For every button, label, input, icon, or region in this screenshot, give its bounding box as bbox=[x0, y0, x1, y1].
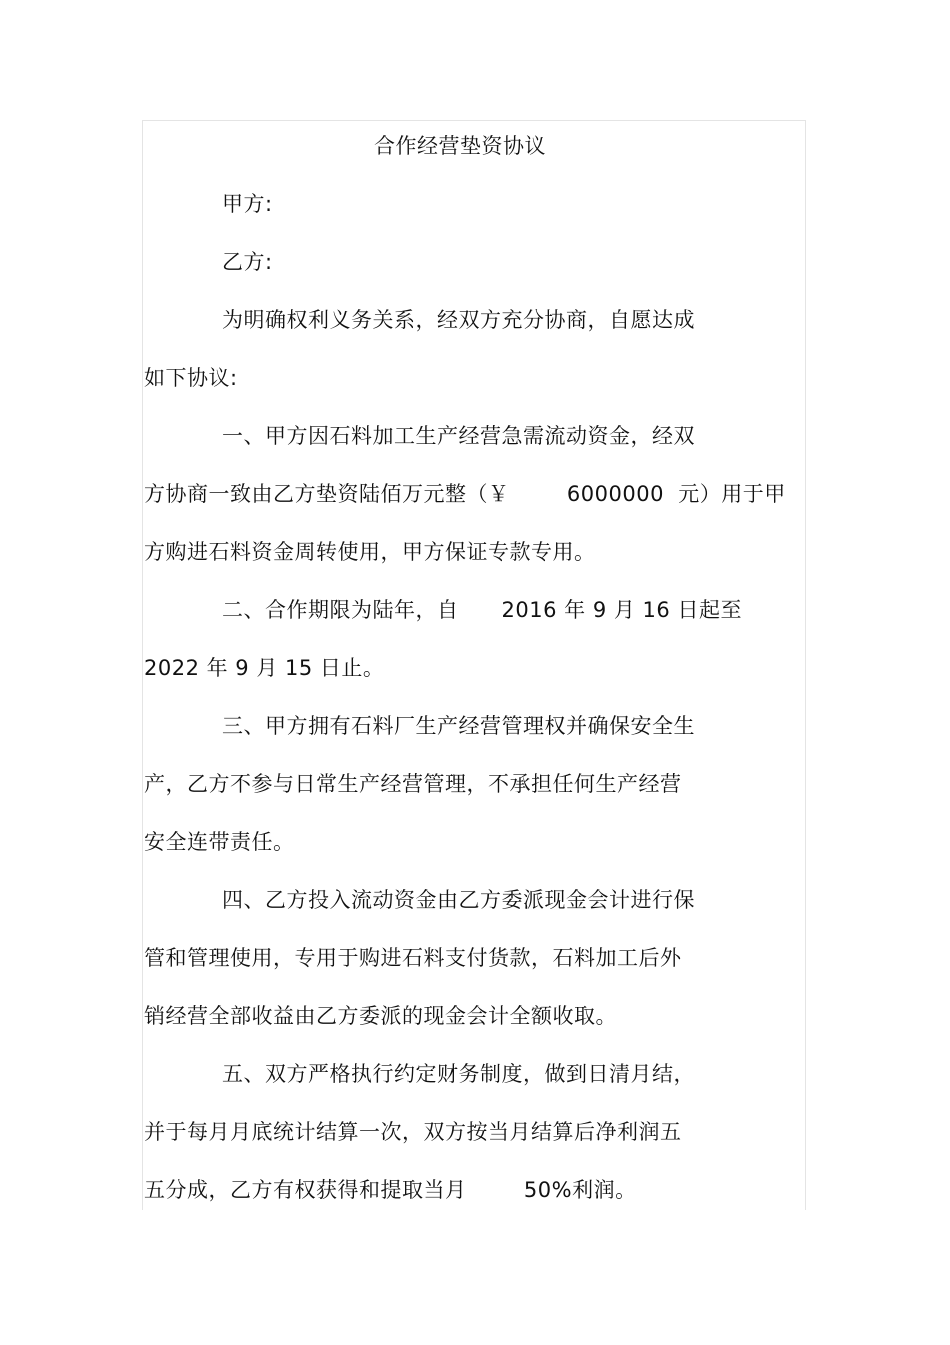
clause-4-line: 销经营全部收益由乙方委派的现金会计全额收取。 bbox=[144, 1004, 617, 1028]
clause-3-line: 安全连带责任。 bbox=[144, 830, 295, 854]
clause-3-line: 三、甲方拥有石料厂生产经营管理权并确保安全生 bbox=[222, 714, 695, 738]
clause-5-line: 五分成，乙方有权获得和提取当月 50%利润。 bbox=[144, 1178, 637, 1202]
clause-5-line: 并于每月月底统计结算一次，双方按当月结算后净利润五 bbox=[144, 1120, 682, 1144]
document-title: 合作经营垫资协议 bbox=[374, 134, 546, 158]
preamble-line: 如下协议: bbox=[144, 366, 238, 390]
clause-1-line: 一、甲方因石料加工生产经营急需流动资金，经双 bbox=[222, 424, 695, 448]
clause-3-line: 产，乙方不参与日常生产经营管理，不承担任何生产经营 bbox=[144, 772, 682, 796]
clause-2-line: 2022 年 9 月 15 日止。 bbox=[144, 656, 385, 680]
party-b-line: 乙方: bbox=[222, 250, 273, 274]
party-a-line: 甲方: bbox=[222, 192, 273, 216]
clause-2-line: 二、合作期限为陆年，自 2016 年 9 月 16 日起至 bbox=[222, 598, 742, 622]
preamble-line: 为明确权利义务关系，经双方充分协商，自愿达成 bbox=[222, 308, 695, 332]
clause-4-line: 四、乙方投入流动资金由乙方委派现金会计进行保 bbox=[222, 888, 695, 912]
clause-1-line: 方协商一致由乙方垫资陆佰万元整（￥ 6000000 元）用于甲 bbox=[144, 482, 786, 506]
clause-5-line: 五、双方严格执行约定财务制度，做到日清月结， bbox=[222, 1062, 695, 1086]
clause-1-line: 方购进石料资金周转使用，甲方保证专款专用。 bbox=[144, 540, 596, 564]
clause-4-line: 管和管理使用，专用于购进石料支付货款，石料加工后外 bbox=[144, 946, 682, 970]
